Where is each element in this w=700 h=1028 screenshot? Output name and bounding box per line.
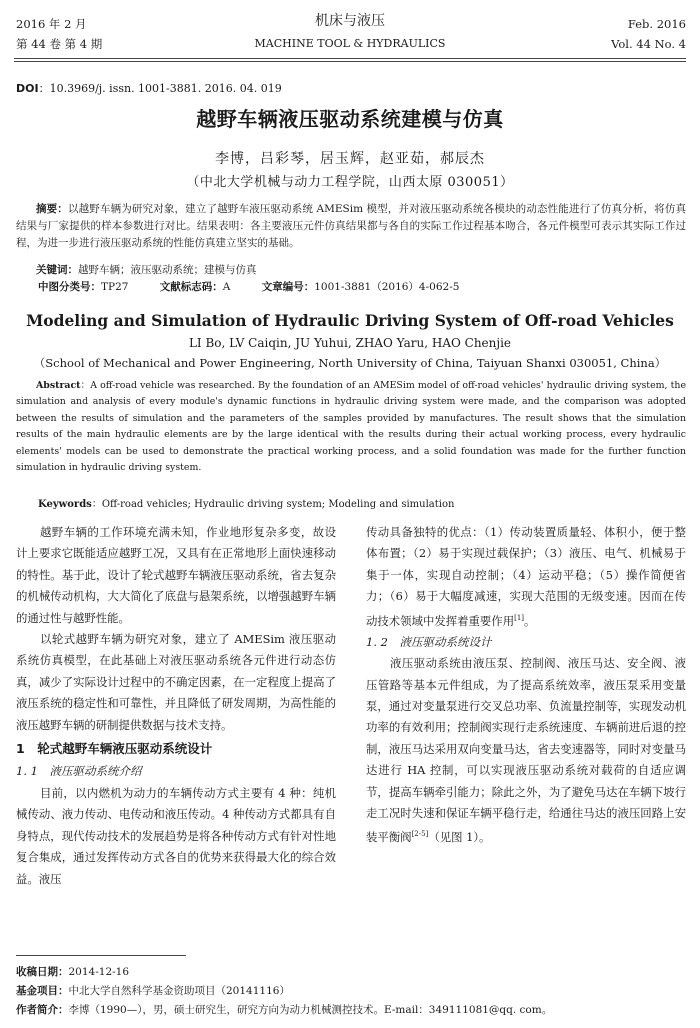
journal-name-en: MACHINE TOOL & HYDRAULICS (254, 37, 446, 50)
footnote-received (16, 963, 696, 982)
header-date-cn: 2016 年 2 月 (16, 17, 87, 31)
body-left-column (16, 522, 336, 890)
subsection-heading-1-2: 1. 2 液压驱动系统设计 (366, 634, 492, 649)
keywords-en-text: ：Off-road vehicles; Hydraulic driving system; Modeling and simulation (91, 499, 455, 510)
abstract-cn-text: 以越野车辆为研究对象，建立了越野车液压驱动系统 AMESim 模型，并对液压驱动系统各模块的动态性能进行了仿真分析，将仿真结果与厂家提供的样本参数进行对比。结果表明：各主要液压元件仿真结果都与各自的实际工作过程基本吻合，各元件模型可表示其实际工作过程，为进一步进行液压驱动系统的性能仿真建立坚实的基础。 (16, 203, 686, 249)
body-paragraph (366, 653, 686, 848)
header-rule-2 (14, 61, 686, 62)
journal-name-cn: 机床与液压 (315, 13, 385, 29)
paper-title-en: Modeling and Simulation of Hydraulic Driving System of Off-road Vehicles (26, 311, 674, 330)
header-rule (14, 58, 686, 59)
keywords-en-label: Keywords (38, 499, 92, 510)
header-volume-en: Vol. 44 No. 4 (611, 37, 686, 51)
body-paragraph: 目前，以内燃机为动力的车辆传动方式主要有 4 种：纯机械传动、液力传动、电传动和液压传动。4 种传动方式都具有自身特点，现代传动技术的发展趋势是将各种传动方式有针对性地复合集成，通过发挥传动方式各自的优势来获得最大化的综合效益。液压 (16, 785, 336, 886)
footnote-author (16, 1001, 696, 1020)
fund-text: 中北大学自然科学基金资助项目（20141116） (68, 985, 290, 997)
doi-value: ：10.3969/j. issn. 1001-3881. 2016. 04. 019 (38, 82, 282, 95)
abstract-en (16, 378, 686, 476)
footnote-rule (16, 955, 186, 956)
author-bio-label: 作者简介： (16, 1004, 69, 1016)
author-bio-text: 李博（1990—），男，硕士研究生，研究方向为动力机械测控技术。E-mail：349111081@qq. com。 (68, 1004, 553, 1016)
body-paragraph: 以轮式越野车辆为研究对象，建立了 AMESim 液压驱动系统仿真模型，在此基础上对液压驱动系统各元件进行动态仿真，减少了实际设计过程中的不确定因素，在一定程度上提高了液压系统的稳定性和可靠性，并且降低了研发周期，为高性能的液压越野车辆的研制提供数据与技术支持。 (16, 632, 336, 732)
authors-cn: 李博，吕彩琴，居玉辉，赵亚茹，郝辰杰 (215, 151, 485, 167)
clc-label: 中图分类号： (38, 281, 101, 293)
article-no-value: 1001-3881（2016）4-062-5 (314, 281, 460, 293)
body-paragraph (366, 522, 686, 632)
classification-row (38, 279, 459, 294)
header-volume-cn: 第 44 卷 第 4 期 (16, 37, 103, 51)
keywords-cn-label: 关键词： (36, 264, 78, 276)
paper-title-cn: 越野车辆液压驱动系统建模与仿真 (196, 107, 504, 131)
abstract-en-text: ：A off-road vehicle was researched. By the foundation of an AMESim model of off-road vehicles' hydraulic driving system, the simulation and analysis of every module's dynamic functions in hydraulic driving system were made, and the comparison was adopted between the results of simulation and the parameters of the samples provided by manufactures. The result shows that the simulation results of the main hydraulic elements are by the large identical with the results during their actual working process, every hydraulic elements' models can be used to demonstrate the practical working process, and a solid foundation was made for the further function simulation in hydraulic driving system. (16, 380, 686, 474)
citation-ref: [2-5] (411, 830, 429, 839)
keywords-cn-text: 越野车辆；液压驱动系统；建模与仿真 (78, 264, 257, 276)
doc-code-value: A (222, 281, 231, 293)
subsection-heading-1-1: 1. 1 液压驱动系统介绍 (16, 764, 142, 779)
article-no-label: 文章编号： (261, 281, 315, 293)
abstract-cn (16, 201, 686, 252)
header-date-en: Feb. 2016 (627, 17, 686, 31)
doi (16, 80, 282, 96)
body-text: （见图 1）。 (428, 830, 491, 845)
body-text: 。 (524, 613, 536, 628)
body-text: 液压驱动系统由液压泵、控制阀、液压马达、安全阀、液压管路等基本元件组成，为了提高系统效率，液压泵采用变量泵，通过对变量泵进行交叉总功率、负流量控制等，实现发动机功率的有效利用；控制阀实现行走系统速度、车辆前进后退的控制，液压马达采用双向变量马达，省去变速器等，同时对变量马达进行 HA 控制，可以实现液压驱动系统对载荷的自适应调节，提高车辆牵引能力；除此之外，为了避免马达在车辆下坡行走工况时失速和保证车辆平稳行走，给通往马达的液压回路上安装平衡阀 (366, 656, 686, 845)
clc-value: TP27 (101, 281, 129, 293)
affiliation-en: （School of Mechanical and Power Engineering, North University of China, Taiyuan Shanxi 030051, China） (33, 356, 667, 370)
received-label: 收稿日期： (16, 966, 69, 978)
body-paragraph: 越野车辆的工作环境充满未知，作业地形复杂多变，故设计上要求它既能适应越野工况，又具有在正常地形上面快速移动的特性。基于此，设计了轮式越野车辆液压驱动系统，省去复杂的机械传动机构，大大简化了底盘与悬架系统，以增强越野车辆的通过性与越野性能。 (16, 525, 336, 625)
affiliation-cn: （中北大学机械与动力工程学院，山西太原 030051） (186, 175, 514, 190)
citation-ref: [1] (514, 613, 525, 622)
authors-en: LI Bo, LV Caiqin, JU Yuhui, ZHAO Yaru, HAO Chenjie (188, 336, 512, 350)
doi-label: DOI (16, 82, 39, 95)
keywords-en (38, 495, 454, 510)
keywords-cn (16, 262, 686, 279)
abstract-en-label: Abstract (36, 380, 81, 391)
doc-code-label: 文献标志码： (159, 281, 223, 293)
body-text: 传动具备独特的优点：（1）传动装置质量轻、体积小，便于整体布置；（2）易于实现过载保护；（3）液压、电气、机械易于集于一体，实现自动控制；（4）运动平稳；（5）操作简便省力；（6）易于大幅度减速，实现大范围的无级变速。因而在传动技术领域中发挥着重要作用 (366, 525, 686, 628)
footnote-fund (16, 982, 696, 1001)
section-heading-1: 1 轮式越野车辆液压驱动系统设计 (16, 741, 213, 757)
abstract-cn-label: 摘要： (36, 203, 68, 215)
received-date: 2014-12-16 (68, 966, 130, 978)
fund-label: 基金项目： (16, 985, 69, 997)
body-right-column (366, 522, 686, 849)
